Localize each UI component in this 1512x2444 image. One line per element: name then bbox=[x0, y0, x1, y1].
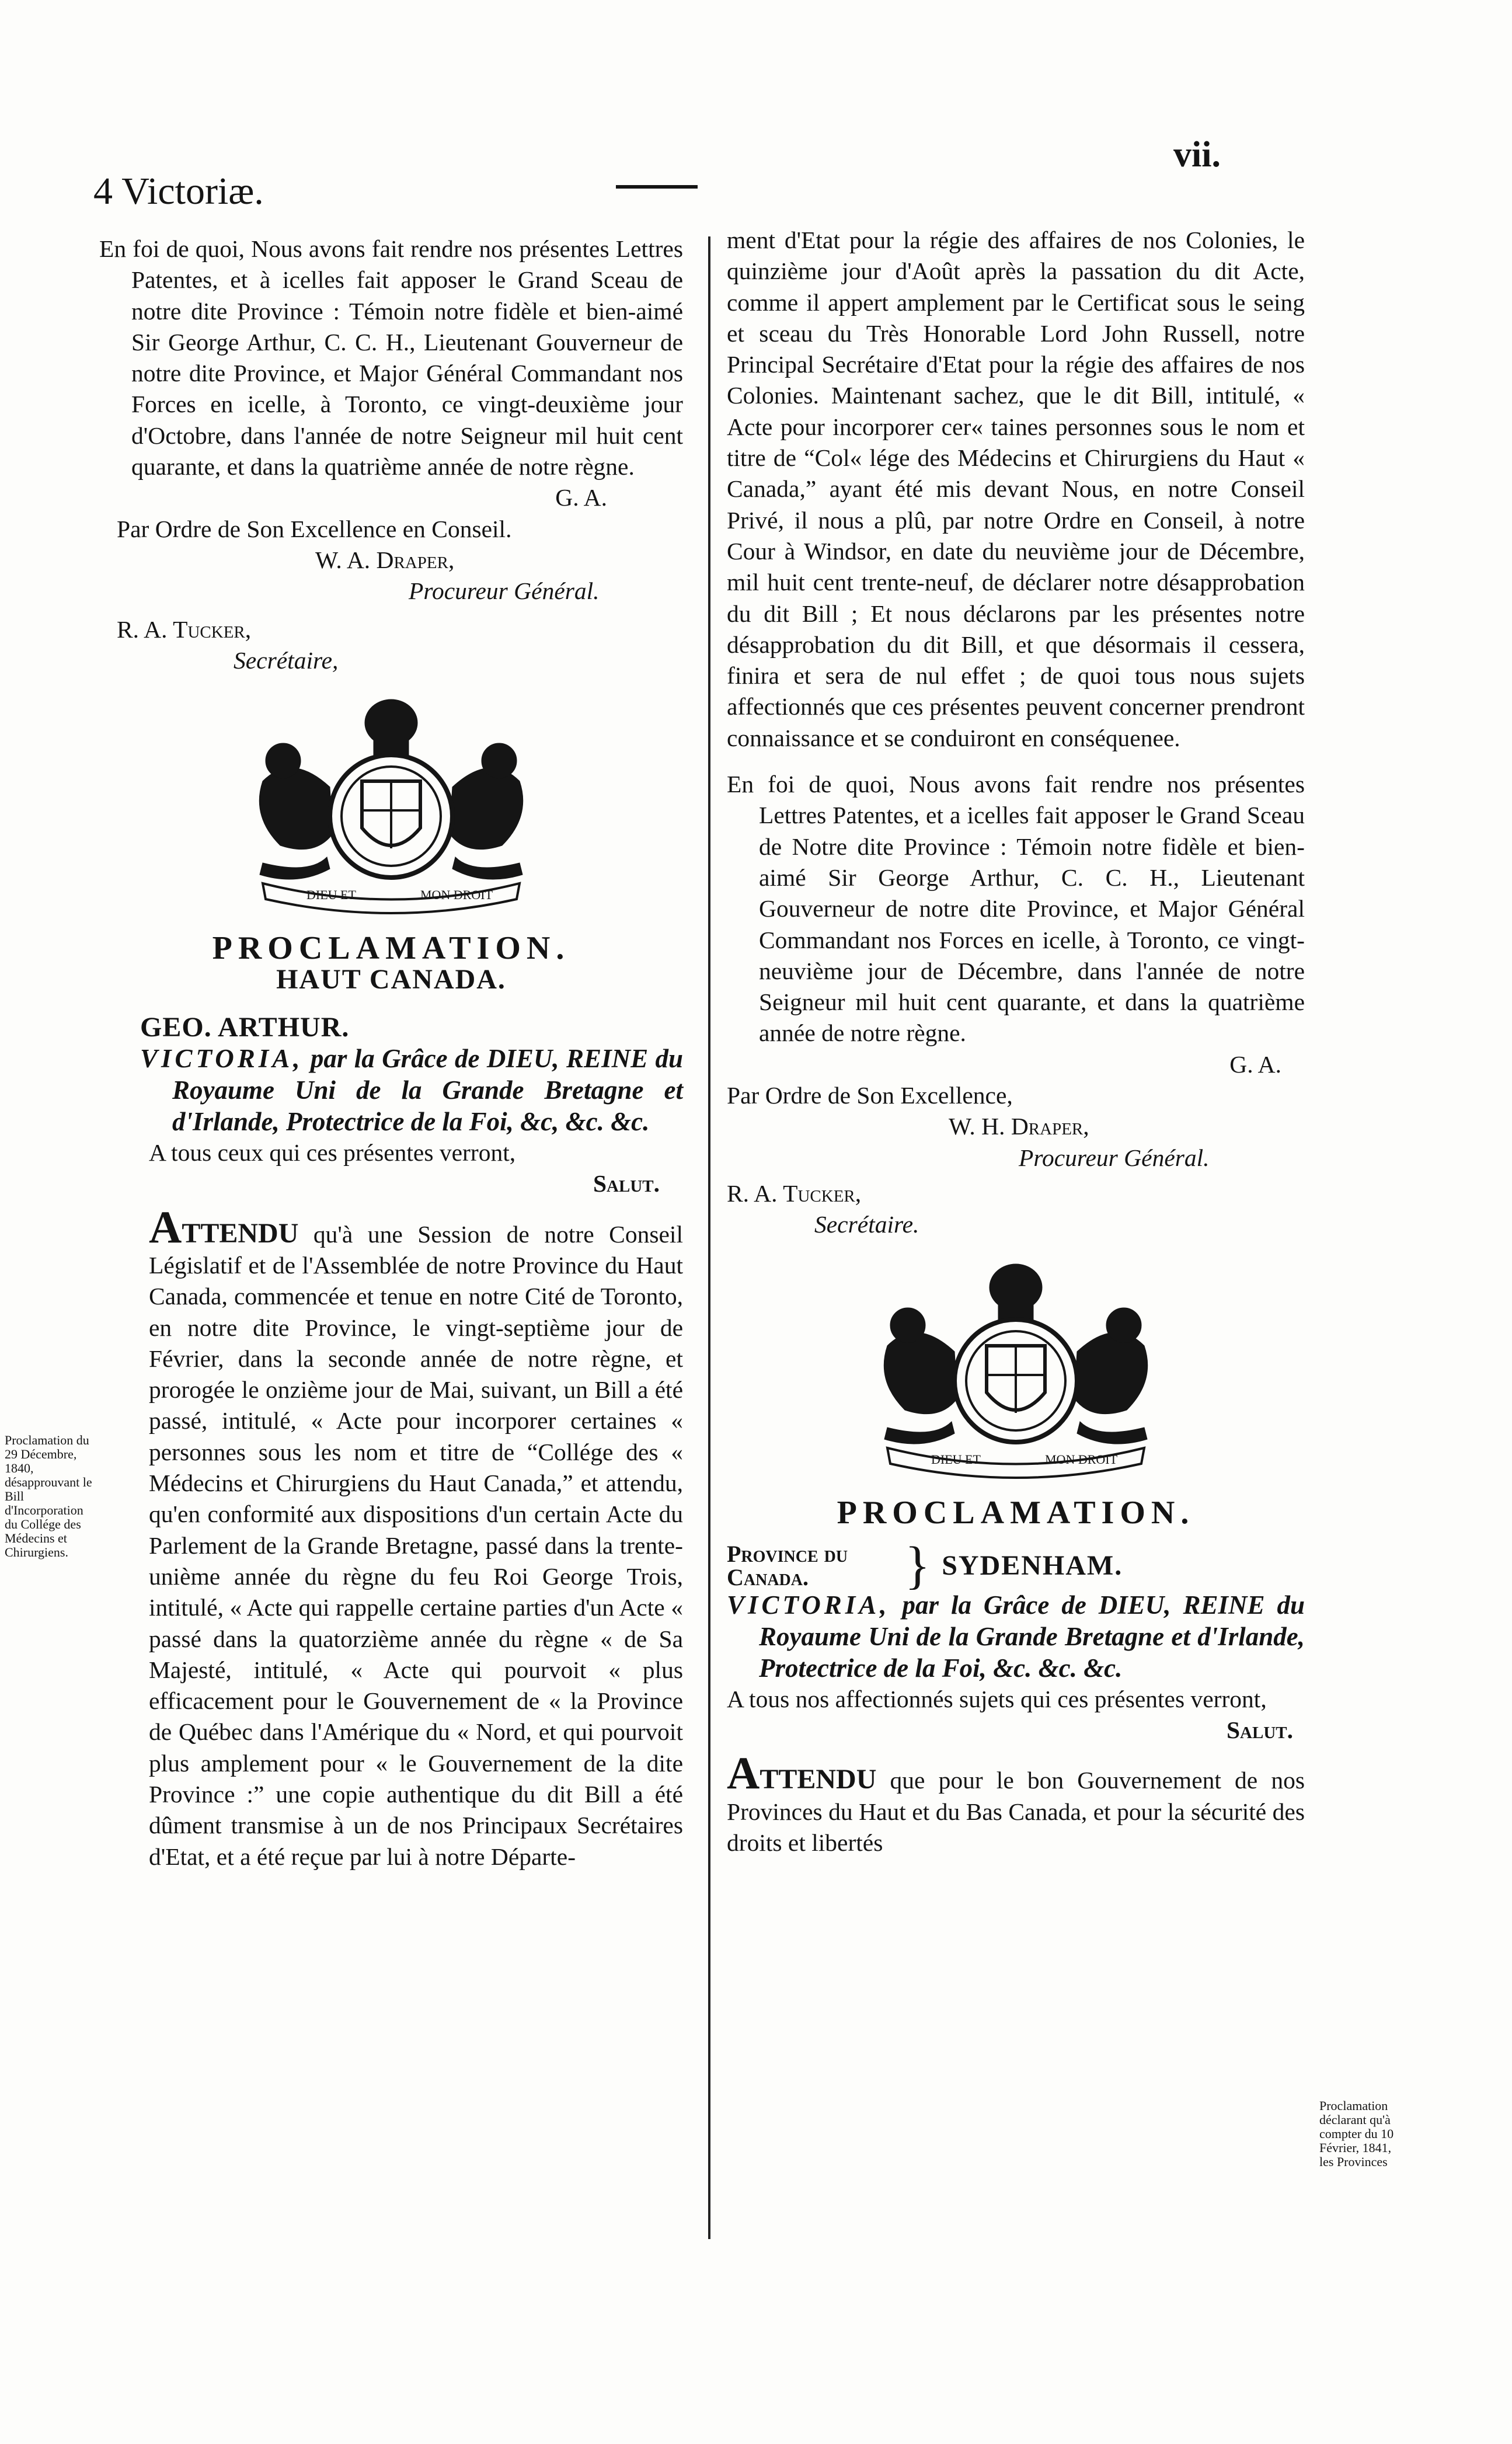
attendu-paragraph bbox=[99, 1201, 683, 1872]
crest-motto-right: MON DROIT bbox=[420, 887, 493, 903]
victoria-name: VICTORIA, bbox=[140, 1044, 304, 1074]
page-number: vii. bbox=[1173, 135, 1221, 175]
header-rule bbox=[616, 185, 698, 189]
governor-name: SYDENHAM. bbox=[942, 1550, 1123, 1582]
governor-name: GEO. ARTHUR. bbox=[140, 1011, 350, 1043]
initials: G. A. bbox=[1229, 1050, 1281, 1078]
address-line: A tous ceux qui ces présentes verront, bbox=[149, 1139, 516, 1167]
royal-style bbox=[99, 1043, 683, 1137]
margin-note-right: Proclamation déclarant qu'à compter du 10 Février, 1841, les Provinces bbox=[1319, 2098, 1394, 2169]
brace: } bbox=[905, 1536, 931, 1594]
attendu-word: TTENDU bbox=[182, 1217, 299, 1249]
crest-motto-left: DIEU ET bbox=[931, 1451, 981, 1467]
attendu-text: qu'à une Session de notre Conseil Législatif et de l'Assemblée de notre Province du Haut Canada, commencée et tenue en notre Cité de Toronto, en notre dite Province, le vingt-septième jour de Février, dans la seconde année de notre règne, et prorogée le onzième jour de Mai, suivant, un Bill a été passé, intitulé, « Acte pour incorporer certaines « personnes sous les nom et titre de “Collége des « Médecins et Chirurgiens du Haut Canada,” et attendu, qu'en conformité aux dispositions d'un certain Acte du Parlement de la Grande Bretagne, passé dans la trente-unième année du règne du feu Roi George Trois, intitulé, « Acte qui rappelle certaine parties d'un Acte « passé dans la quatorzième année du règne « de Sa Majesté, intitulé, « Acte qui pourvoit « plus efficacement pour le Gouvernement de « la Province de Québec dans l'Amérique du « Nord, et qui pourvoit plus amplement pour « le Gouvernement de la dite Province :” une copie authentique du dit Bill a été dûment transmise à un de nos Principaux Secrétaires d'Etat, et a été reçue par lui à notre Départe- bbox=[149, 1220, 683, 1870]
attendu-word: TTENDU bbox=[760, 1764, 877, 1795]
address-line: A tous nos affectionnés sujets qui ces présentes verront, bbox=[727, 1685, 1267, 1712]
salut: Salut. bbox=[593, 1170, 660, 1197]
crest-motto-right: MON DROIT bbox=[1045, 1451, 1118, 1467]
signer-name: W. A. Draper, bbox=[315, 546, 455, 573]
victoria-style: par la Grâce de DIEU, REINE du Royaume Uni de la Grande Bretagne et d'Irlande, Protectrice de la Foi, &c, &c. &c. bbox=[172, 1044, 684, 1137]
salut: Salut. bbox=[1226, 1717, 1293, 1744]
crest-motto-left: DIEU ET bbox=[306, 887, 356, 903]
order-line: Par Ordre de Son Excellence, bbox=[727, 1082, 1013, 1109]
royal-coat-of-arms-icon bbox=[228, 682, 555, 915]
drop-cap: A bbox=[149, 1201, 182, 1252]
attendu-paragraph bbox=[727, 1747, 1305, 1858]
royal-style bbox=[727, 1589, 1305, 1684]
secretary-name: R. A. Tucker, bbox=[117, 615, 252, 643]
province-heading: HAUT CANADA. bbox=[276, 964, 506, 995]
signer-title: Procureur Général. bbox=[1019, 1144, 1210, 1171]
province-label: Province du Canada. bbox=[727, 1540, 848, 1590]
initials: G. A. bbox=[555, 484, 607, 511]
royal-coat-of-arms-icon bbox=[852, 1247, 1179, 1480]
right-column bbox=[727, 225, 1305, 1858]
witness-paragraph: En foi de quoi, Nous avons fait rendre nos présentes Lettres Patentes, et à icelles fait apposer le Grand Sceau de notre dite Province : Témoin notre fidèle et bien-aimé Sir George Arthur, C. C. H., Lieutenant Gouverneur de notre dite Province, et Major Général Commandant nos Forces en icelle, à Toronto, ce vingt-deuxième jour d'Octobre, dans l'année de notre Seigneur mil huit cent quarante, et dans la quatrième année de notre règne. bbox=[99, 235, 683, 481]
left-column bbox=[99, 234, 683, 1872]
continuation-paragraph: ment d'Etat pour la régie des affaires de nos Colonies, le quinzième jour d'Août après la passation du dit Acte, comme il appert amplement par le Certificat sous le seing et sceau du Très Honorable Lord John Russell, notre Principal Secrétaire d'Etat pour la régie des affaires de nos Colonies. Maintenant sachez, que le dit Bill, intitulé, « Acte pour incorporer cer« taines personnes sous le nom et titre de “Col« lége des Médecins et Chirurgiens du Haut « Canada,” ayant été mis devant Nous, en notre Conseil Privé, il nous a plû, par notre Ordre en Conseil, à notre Cour à Windsor, en date du neuvième jour de Décembre, mil huit cent trente-neuf, de déclarer notre désapprobation du dit Bill ; Et nous déclarons par les présentes notre désapprobation du dit Bill, et que désormais il cessera, finira et sera de nul effet ; de quoi tous nous sujets affectionnés que ces présentes peuvent concerner prendront connaissance et se conduiront en conséquenee. bbox=[727, 227, 1305, 751]
column-divider bbox=[708, 236, 710, 2239]
drop-cap: A bbox=[727, 1747, 760, 1799]
signer-name: W. H. Draper, bbox=[949, 1113, 1089, 1140]
proclamation-heading: PROCLAMATION. bbox=[212, 930, 570, 967]
witness-paragraph: En foi de quoi, Nous avons fait rendre nos présentes Lettres Patentes, et a icelles fait apposer le Grand Sceau de Notre dite Province : Témoin notre fidèle et bien-aimé Sir George Arthur, C. C. H., Lieutenant Gouverneur de notre dite Province, et Major Général Commandant nos Forces en icelle, à Toronto, ce vingt-neuvième jour de Décembre, dans l'année de notre Seigneur mil huit cent quarante, et dans la quatrième année de notre règne. bbox=[727, 771, 1305, 1047]
secretary-title: Secrétaire, bbox=[234, 646, 339, 674]
secretary-title: Secrétaire. bbox=[814, 1211, 919, 1238]
secretary-name: R. A. Tucker, bbox=[727, 1179, 862, 1207]
running-head-left: 4 Victoriæ. bbox=[93, 170, 264, 213]
province-line bbox=[727, 1536, 1305, 1594]
order-line: Par Ordre de Son Excellence en Conseil. bbox=[117, 515, 512, 542]
margin-note-left: Proclamation du 29 Décembre, 1840, désapprouvant le Bill d'Incorporation du Collége des Médecins et Chirurgiens. bbox=[5, 1433, 92, 1559]
victoria-name: VICTORIA, bbox=[727, 1590, 890, 1620]
signer-title: Procureur Général. bbox=[409, 577, 600, 605]
victoria-style: par la Grâce de DIEU, REINE du Royaume Uni de la Grande Bretagne et d'Irlande, Protectrice de la Foi, &c. &c. &c. bbox=[759, 1590, 1305, 1683]
proclamation-heading: PROCLAMATION. bbox=[837, 1494, 1195, 1531]
attendu-text: que pour le bon Gouvernement de nos Provinces du Haut et du Bas Canada, et pour la sécurité des droits et libertés bbox=[727, 1767, 1305, 1856]
